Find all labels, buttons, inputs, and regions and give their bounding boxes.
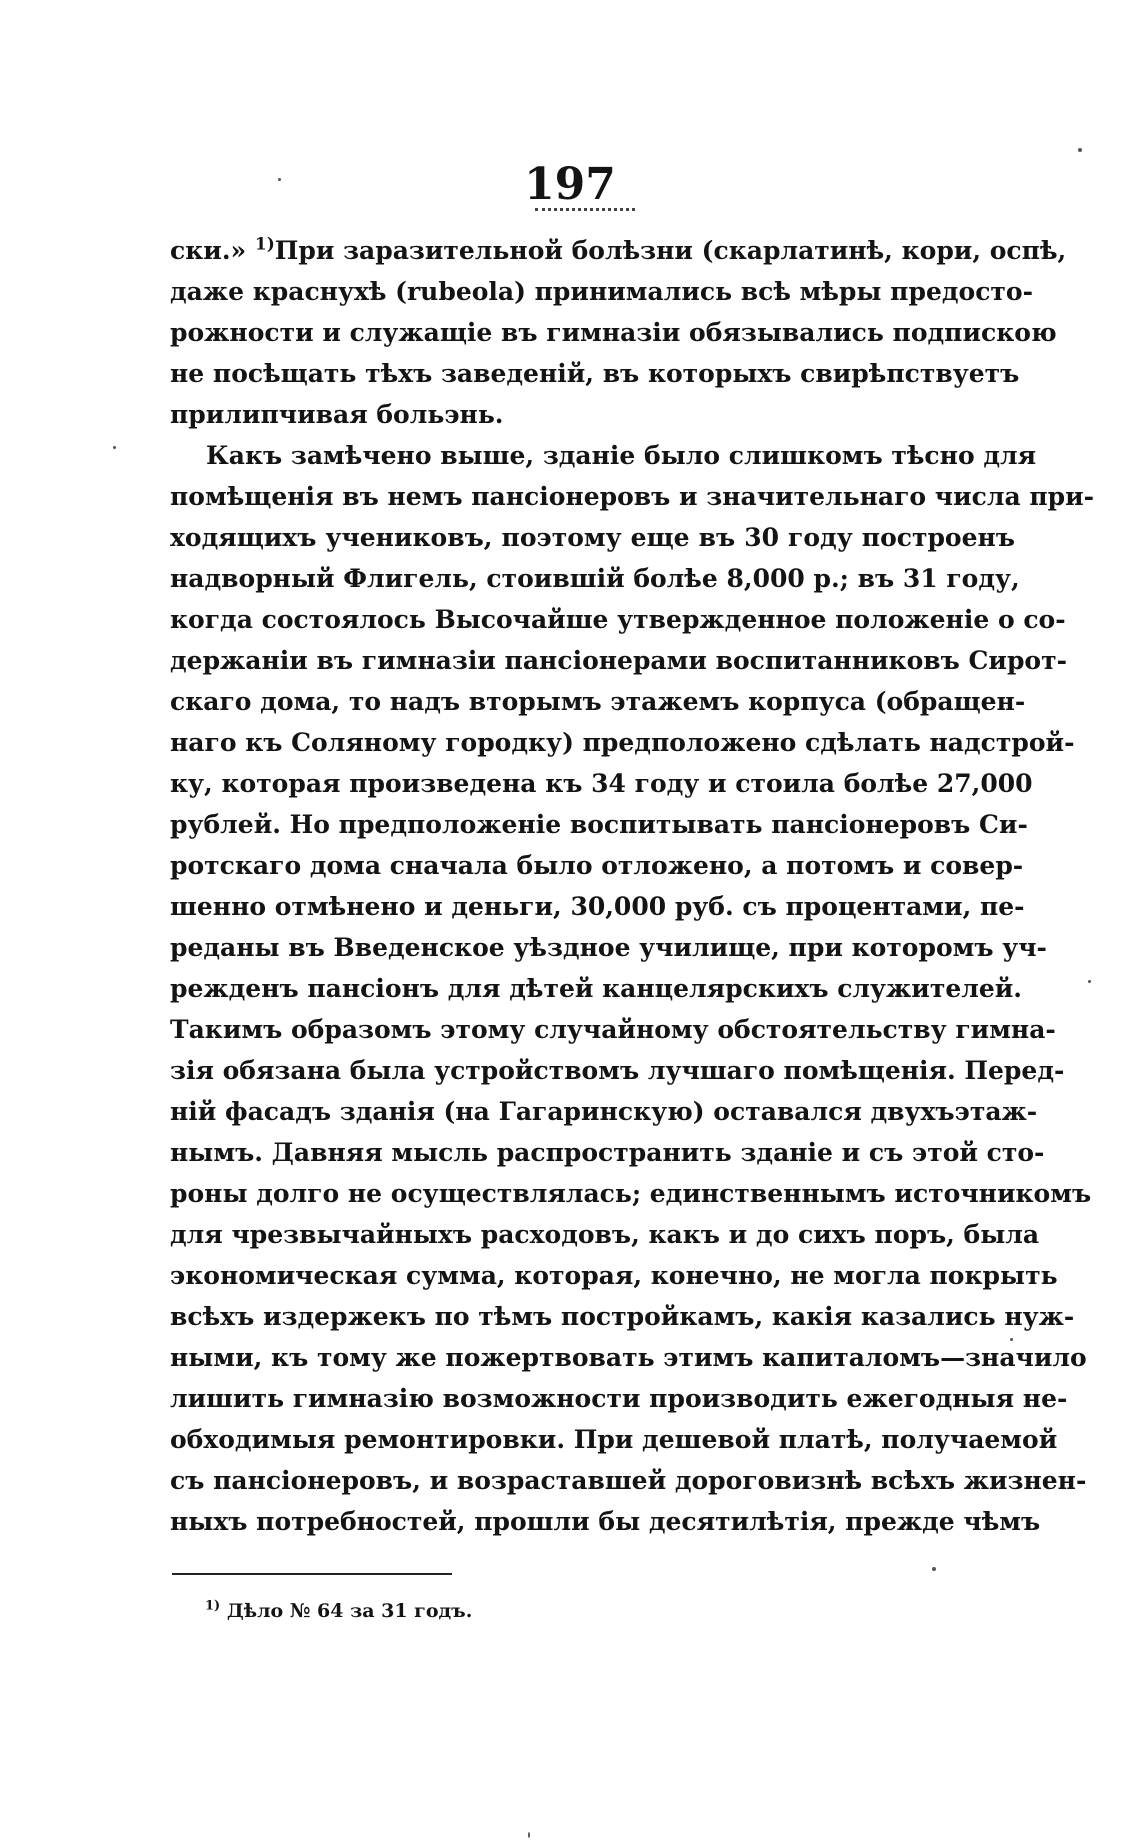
text-line: нымъ. Давняя мысль распространить зданіе и съ этой сто- bbox=[170, 1138, 1045, 1167]
text-line bbox=[170, 230, 1067, 271]
page-number: 197 bbox=[524, 159, 616, 210]
text-line: роны долго не осуществлялась; единственнымъ источникомъ bbox=[170, 1179, 1092, 1208]
text-line: скаго дома, то надъ вторымъ этажемъ корпуса (обращен- bbox=[170, 687, 1026, 716]
text-line: Такимъ образомъ этому случайному обстоятельству гимна- bbox=[170, 1015, 1056, 1044]
text-line: даже краснухѣ (rubeola) принимались всѣ мѣры предосто- bbox=[170, 277, 1033, 306]
text-line: экономическая сумма, которая, конечно, не могла покрыть bbox=[170, 1261, 1058, 1290]
text-line: режденъ пансіонъ для дѣтей канцелярскихъ служителей. bbox=[170, 974, 1023, 1003]
text-line: прилипчивая больэнь. bbox=[170, 400, 504, 429]
text-line: рожности и служащіе въ гимназіи обязывались подпискою bbox=[170, 318, 1057, 347]
text-line: держаніи въ гимназіи пансіонерами воспитанниковъ Сирот- bbox=[170, 646, 1067, 675]
text-line: ныхъ потребностей, прошли бы десятилѣтія, прежде чѣмъ bbox=[170, 1507, 1041, 1536]
footnote-marker: 1) bbox=[205, 1598, 221, 1614]
text-line: для чрезвычайныхъ расходовъ, какъ и до сихъ поръ, была bbox=[170, 1220, 1040, 1249]
text-line: съ пансіонеровъ, и возраставшей дороговизнѣ всѣхъ жизнен- bbox=[170, 1466, 1087, 1495]
body-text bbox=[170, 230, 1095, 1542]
text-line: наго къ Соляному городку) предположено сдѣлать надстрой- bbox=[170, 728, 1075, 757]
paper-speck bbox=[278, 178, 281, 181]
paper-speck bbox=[113, 446, 116, 449]
text-line: обходимыя ремонтировки. При дешевой платѣ, получаемой bbox=[170, 1425, 1058, 1454]
text-line-start: ски.» bbox=[170, 236, 255, 265]
paper-speck bbox=[1078, 148, 1082, 152]
footnote-reference: 1) bbox=[254, 234, 275, 255]
footnote-text: Дѣло № 64 за 31 годъ. bbox=[220, 1600, 473, 1622]
page-number-rule bbox=[535, 208, 635, 211]
text-line: помѣщенія въ немъ пансіонеровъ и значительнаго числа при- bbox=[170, 482, 1095, 511]
footnote-separator bbox=[172, 1573, 452, 1575]
text-line: всѣхъ издержекъ по тѣмъ постройкамъ, какія казались нуж- bbox=[170, 1302, 1075, 1331]
text-line: шенно отмѣнено и деньги, 30,000 руб. съ процентами, пе- bbox=[170, 892, 1025, 921]
text-line-rest: При заразительной болѣзни (скарлатинѣ, кори, оспѣ, bbox=[274, 236, 1067, 265]
paper-speck bbox=[1088, 980, 1091, 983]
paper-speck bbox=[1010, 1338, 1013, 1341]
text-line: лишить гимназію возможности производить ежегодныя не- bbox=[170, 1384, 1068, 1413]
text-line: ротскаго дома сначала было отложено, а потомъ и совер- bbox=[170, 851, 1024, 880]
text-line: рублей. Но предположеніе воспитывать пансіонеровъ Си- bbox=[170, 810, 1028, 839]
text-line: ходящихъ учениковъ, поэтому еще въ 30 году построенъ bbox=[170, 523, 1015, 552]
text-line: реданы въ Введенское уѣздное училище, при которомъ уч- bbox=[170, 933, 1047, 962]
text-line: ній фасадъ зданія (на Гагаринскую) оставался двухъэтаж- bbox=[170, 1097, 1038, 1126]
text-line: не посѣщать тѣхъ заведеній, въ которыхъ свирѣпствуетъ bbox=[170, 359, 1020, 388]
footnote bbox=[205, 1598, 472, 1624]
text-line: зія обязана была устройствомъ лучшаго помѣщенія. Перед- bbox=[170, 1056, 1065, 1085]
text-line: Какъ замѣчено выше, зданіе было слишкомъ тѣсно для bbox=[206, 441, 1037, 470]
paper-speck bbox=[528, 1832, 530, 1838]
text-line: когда состоялось Высочайше утвержденное положеніе о со- bbox=[170, 605, 1066, 634]
paper-speck bbox=[932, 1567, 936, 1571]
text-line: ку, которая произведена къ 34 году и стоила болѣе 27,000 bbox=[170, 769, 1033, 798]
text-line: надворный Флигель, стоившій болѣе 8,000 р.; въ 31 году, bbox=[170, 564, 1020, 593]
text-line: ными, къ тому же пожертвовать этимъ капиталомъ—значило bbox=[170, 1343, 1087, 1372]
